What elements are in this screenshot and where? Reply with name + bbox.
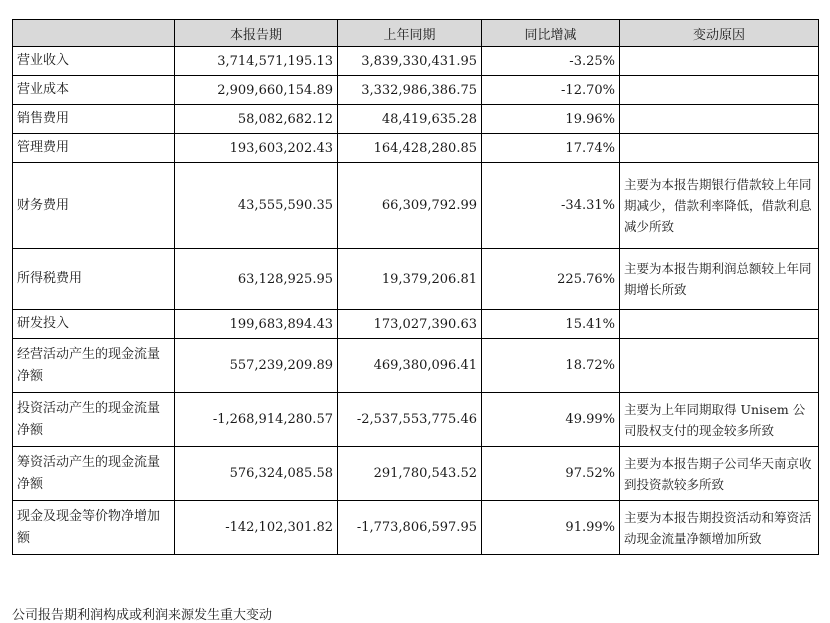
header-prior-period: 上年同期 (338, 20, 482, 47)
row-reason: 主要为本报告期利润总额较上年同期增长所致 (620, 249, 819, 310)
table-row (13, 76, 819, 105)
table-row (13, 339, 819, 393)
row-current: 199,683,894.43 (175, 310, 338, 339)
row-item: 现金及现金等价物净增加额 (13, 501, 175, 555)
row-current: 193,603,202.43 (175, 134, 338, 163)
header-current-period: 本报告期 (175, 20, 338, 47)
table-row (13, 310, 819, 339)
row-item: 财务费用 (13, 163, 175, 249)
row-reason (620, 339, 819, 393)
row-reason (620, 76, 819, 105)
table-row (13, 163, 819, 249)
table-row (13, 249, 819, 310)
row-prior: 3,839,330,431.95 (338, 47, 482, 76)
row-reason (620, 105, 819, 134)
row-reason: 主要为本报告期投资活动和筹资活动现金流量净额增加所致 (620, 501, 819, 555)
row-item: 营业成本 (13, 76, 175, 105)
row-prior: 66,309,792.99 (338, 163, 482, 249)
table-row (13, 134, 819, 163)
row-current: 576,324,085.58 (175, 447, 338, 501)
row-change: 91.99% (482, 501, 620, 555)
table-row (13, 47, 819, 76)
row-current: 43,555,590.35 (175, 163, 338, 249)
row-reason (620, 47, 819, 76)
row-change: 18.72% (482, 339, 620, 393)
row-item: 投资活动产生的现金流量净额 (13, 393, 175, 447)
row-prior: 469,380,096.41 (338, 339, 482, 393)
row-prior: -1,773,806,597.95 (338, 501, 482, 555)
row-change: -12.70% (482, 76, 620, 105)
row-current: 58,082,682.12 (175, 105, 338, 134)
row-current: 557,239,209.89 (175, 339, 338, 393)
row-change: 49.99% (482, 393, 620, 447)
row-current: -142,102,301.82 (175, 501, 338, 555)
row-change: 15.41% (482, 310, 620, 339)
row-current: 3,714,571,195.13 (175, 47, 338, 76)
row-current: -1,268,914,280.57 (175, 393, 338, 447)
row-current: 2,909,660,154.89 (175, 76, 338, 105)
row-change: -3.25% (482, 47, 620, 76)
row-current: 63,128,925.95 (175, 249, 338, 310)
table-row (13, 501, 819, 555)
header-item (13, 20, 175, 47)
table-row (13, 447, 819, 501)
row-reason (620, 134, 819, 163)
row-change: 225.76% (482, 249, 620, 310)
row-prior: 164,428,280.85 (338, 134, 482, 163)
row-prior: -2,537,553,775.46 (338, 393, 482, 447)
header-yoy-change: 同比增减 (482, 20, 620, 47)
row-change: 17.74% (482, 134, 620, 163)
row-reason: 主要为本报告期银行借款较上年同期减少，借款利率降低，借款利息减少所致 (620, 163, 819, 249)
row-prior: 19,379,206.81 (338, 249, 482, 310)
row-item: 研发投入 (13, 310, 175, 339)
row-item: 筹资活动产生的现金流量净额 (13, 447, 175, 501)
row-prior: 3,332,986,386.75 (338, 76, 482, 105)
row-reason (620, 310, 819, 339)
row-prior: 173,027,390.63 (338, 310, 482, 339)
row-reason: 主要为本报告期子公司华天南京收到投资款较多所致 (620, 447, 819, 501)
footer-note: 公司报告期利润构成或利润来源发生重大变动 (12, 608, 273, 623)
table-row (13, 105, 819, 134)
row-item: 经营活动产生的现金流量净额 (13, 339, 175, 393)
row-reason: 主要为上年同期取得 Unisem 公司股权支付的现金较多所致 (620, 393, 819, 447)
row-item: 营业收入 (13, 47, 175, 76)
row-prior: 291,780,543.52 (338, 447, 482, 501)
row-change: 97.52% (482, 447, 620, 501)
row-item: 销售费用 (13, 105, 175, 134)
table-header-row (13, 20, 819, 47)
row-change: -34.31% (482, 163, 620, 249)
row-change: 19.96% (482, 105, 620, 134)
table-row (13, 393, 819, 447)
row-item: 管理费用 (13, 134, 175, 163)
header-change-reason: 变动原因 (620, 20, 819, 47)
row-item: 所得税费用 (13, 249, 175, 310)
row-prior: 48,419,635.28 (338, 105, 482, 134)
financial-comparison-table (12, 19, 819, 555)
